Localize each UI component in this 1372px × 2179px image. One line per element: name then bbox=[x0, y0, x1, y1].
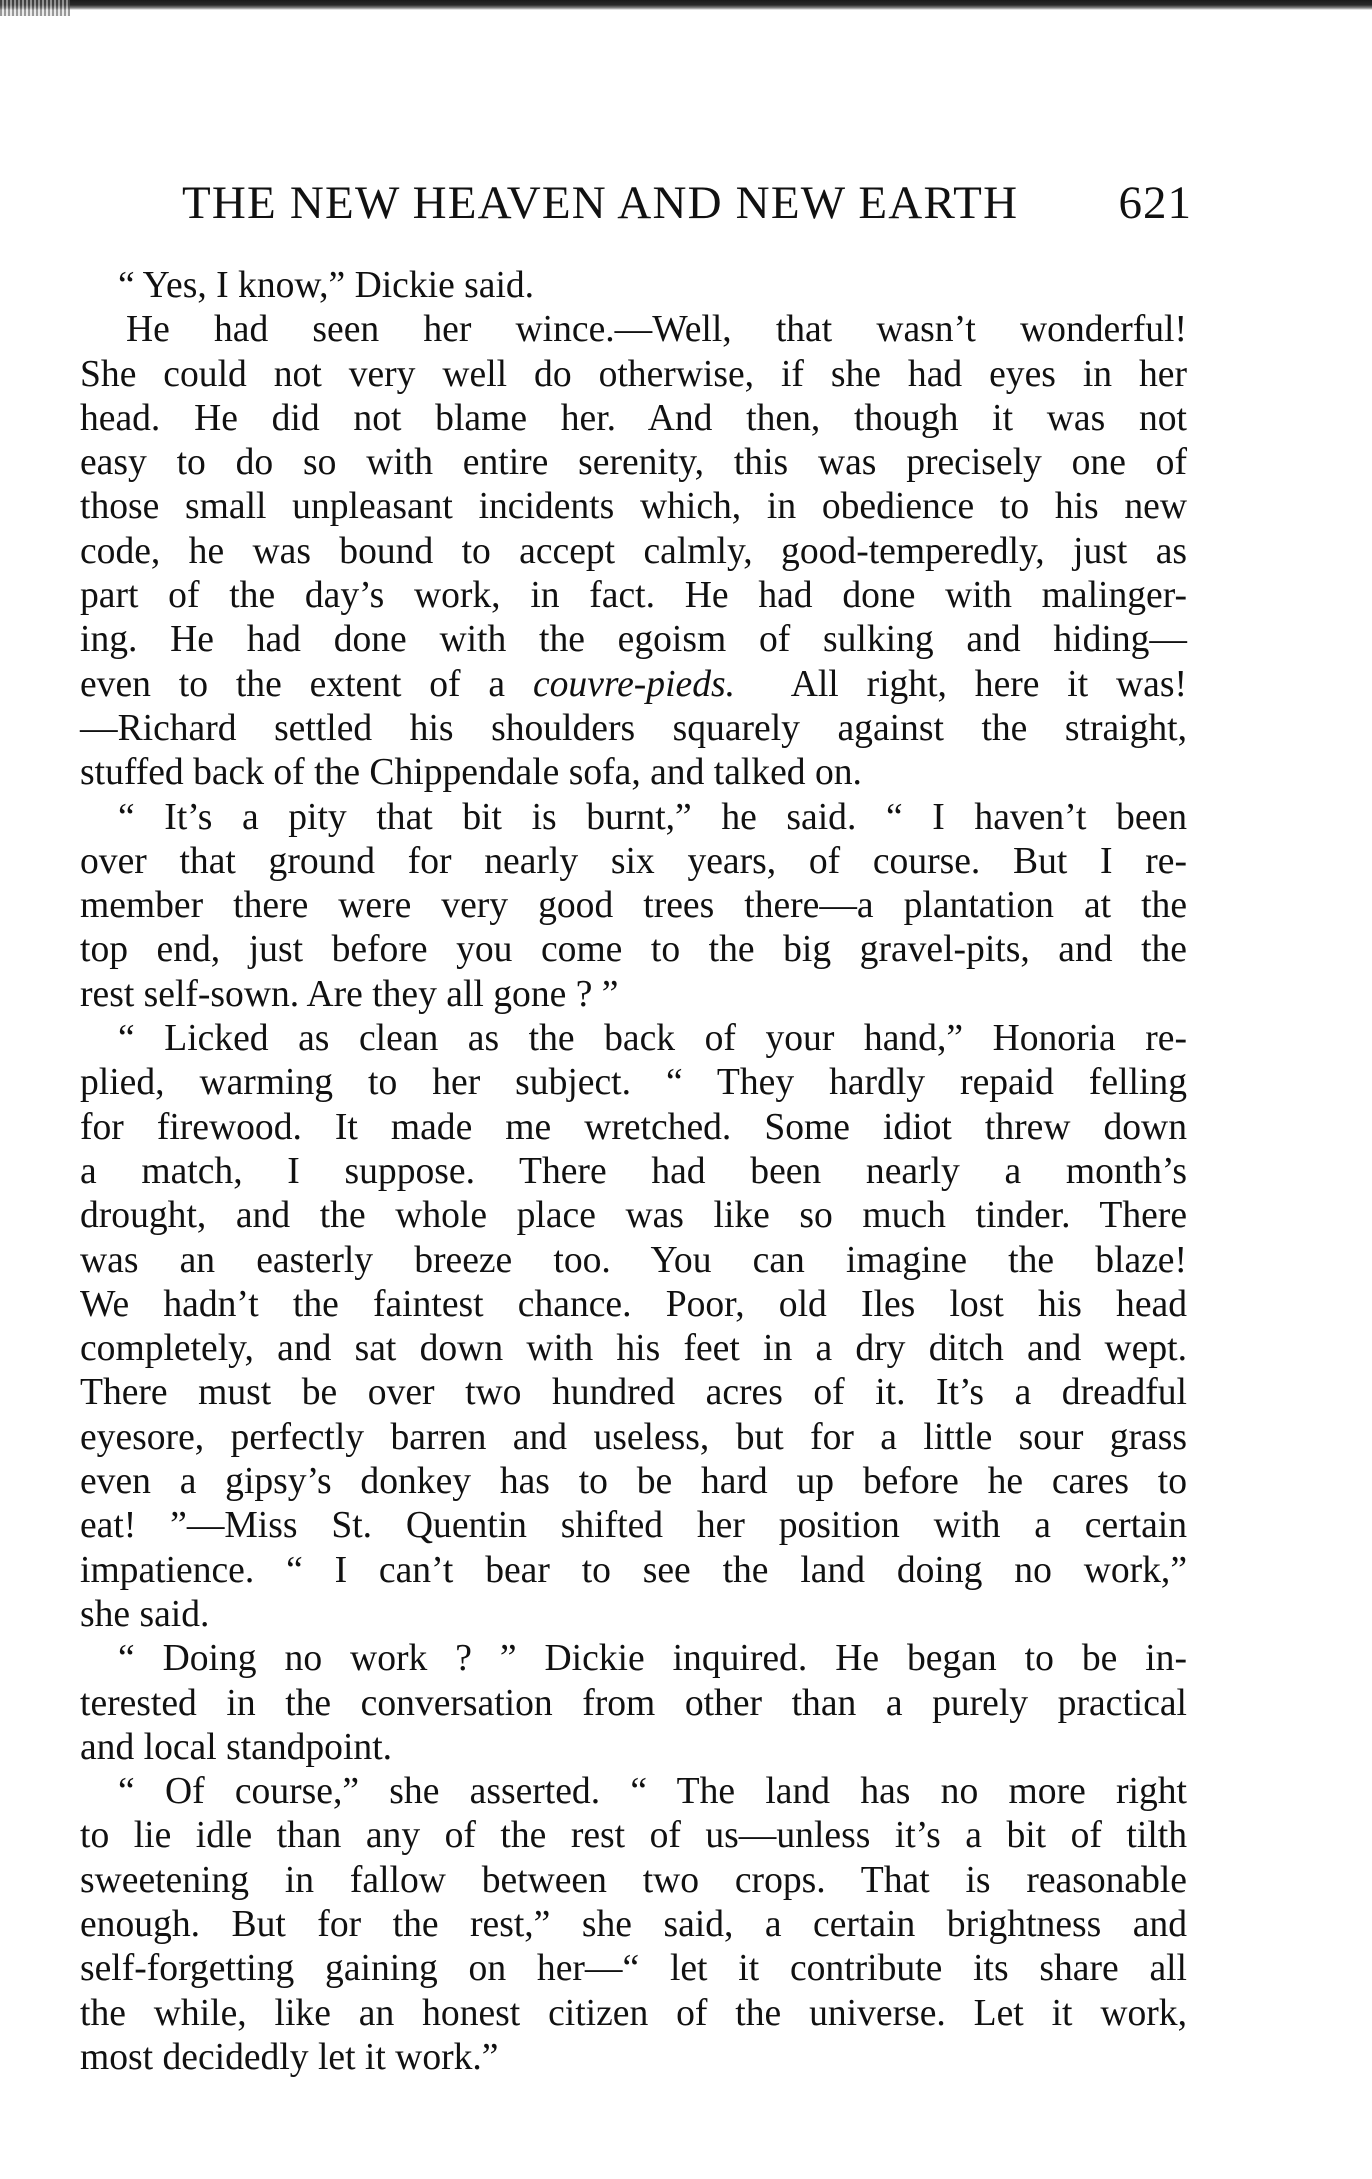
text-line: the while, like an honest citizen of the universe. Let it work, bbox=[80, 1992, 1187, 2034]
page-number: 621 bbox=[1118, 177, 1192, 229]
text-line: We hadn’t the faintest chance. Poor, old Iles lost his head bbox=[80, 1283, 1187, 1325]
text-line: He had seen her wince.—Well, that wasn’t wonderful! bbox=[126, 309, 1187, 351]
text-line: completely, and sat down with his feet in a dry ditch and wept. bbox=[80, 1328, 1187, 1370]
text-line: easy to do so with entire serenity, this was precisely one of bbox=[80, 442, 1187, 484]
text-line: sweetening in fallow between two crops. That is reasonable bbox=[80, 1859, 1187, 1901]
text-line: she said. bbox=[80, 1593, 210, 1635]
text-line: and local standpoint. bbox=[80, 1726, 393, 1768]
italic-term: couvre-pieds. bbox=[532, 663, 736, 705]
text-line: terested in the conversation from other than a purely practical bbox=[80, 1682, 1187, 1724]
text-line: to lie idle than any of the rest of us—unless it’s a bit of tilth bbox=[80, 1815, 1187, 1857]
text-line: even a gipsy’s donkey has to be hard up before he cares to bbox=[80, 1461, 1187, 1503]
text-line: self-forgetting gaining on her—“ let it contribute its share all bbox=[80, 1948, 1187, 1990]
text-line: plied, warming to her subject. “ They hardly repaid felling bbox=[80, 1062, 1187, 1104]
text-line: part of the day’s work, in fact. He had done with malinger- bbox=[80, 575, 1187, 617]
text-line: “ Yes, I know,” Dickie said. bbox=[118, 265, 535, 306]
text-line: rest self-sown. Are they all gone ? ” bbox=[80, 973, 619, 1015]
text-line: code, he was bound to accept calmly, good-temperedly, just as bbox=[80, 530, 1187, 572]
text-line: There must be over two hundred acres of it. It’s a dreadful bbox=[80, 1372, 1187, 1414]
text-line: “ Of course,” she asserted. “ The land has no more right bbox=[118, 1771, 1187, 1813]
text-line: was an easterly breeze too. You can imagine the blaze! bbox=[80, 1239, 1187, 1281]
text-line: top end, just before you come to the big gravel-pits, and the bbox=[80, 929, 1187, 971]
text-line: those small unpleasant incidents which, in obedience to his new bbox=[80, 486, 1187, 528]
text-line: “ Doing no work ? ” Dickie inquired. He began to be in- bbox=[118, 1638, 1187, 1680]
text-line: enough. But for the rest,” she said, a certain brightness and bbox=[80, 1903, 1187, 1945]
text-segment: All right, here it was! bbox=[790, 663, 1187, 705]
text-line: eyesore, perfectly barren and useless, but for a little sour grass bbox=[80, 1416, 1187, 1458]
text-line: She could not very well do otherwise, if she had eyes in her bbox=[80, 353, 1187, 395]
top-edge-rule bbox=[0, 0, 1372, 10]
running-header-title: THE NEW HEAVEN AND NEW EARTH bbox=[182, 177, 1019, 229]
text-line: over that ground for nearly six years, of course. But I re- bbox=[80, 840, 1187, 882]
text-line: impatience. “ I can’t bear to see the land doing no work,” bbox=[80, 1549, 1187, 1591]
text-line: a match, I suppose. There had been nearly a month’s bbox=[80, 1150, 1187, 1192]
text-line: for firewood. It made me wretched. Some idiot threw down bbox=[80, 1106, 1187, 1148]
paragraph-5 bbox=[80, 1637, 1187, 1770]
text-line: member there were very good trees there—a plantation at the bbox=[80, 885, 1187, 927]
scan-speck bbox=[0, 0, 70, 16]
paragraph-2 bbox=[80, 308, 1187, 795]
text-line: ing. He had done with the egoism of sulking and hiding— bbox=[80, 619, 1187, 661]
paragraph-6 bbox=[80, 1770, 1187, 2080]
paragraph-4 bbox=[80, 1017, 1187, 1637]
body-text bbox=[80, 264, 1187, 2080]
text-segment: even to the extent of a bbox=[80, 663, 506, 705]
text-line: head. He did not blame her. And then, though it was not bbox=[80, 397, 1187, 439]
text-line: eat! ”—Miss St. Quentin shifted her position with a certain bbox=[80, 1505, 1187, 1547]
paragraph-1 bbox=[80, 264, 1187, 308]
running-header bbox=[182, 176, 1192, 236]
text-line: “ Licked as clean as the back of your hand,” Honoria re- bbox=[118, 1018, 1187, 1060]
text-line: “ It’s a pity that bit is burnt,” he said. “ I haven’t been bbox=[118, 796, 1187, 838]
text-line: most decidedly let it work.” bbox=[80, 2036, 499, 2078]
text-line-mixed bbox=[80, 663, 1187, 707]
text-line: drought, and the whole place was like so much tinder. There bbox=[80, 1195, 1187, 1237]
paragraph-3 bbox=[80, 796, 1187, 1017]
text-line: —Richard settled his shoulders squarely against the straight, bbox=[80, 707, 1187, 749]
text-line: stuffed back of the Chippendale sofa, and talked on. bbox=[80, 752, 862, 794]
